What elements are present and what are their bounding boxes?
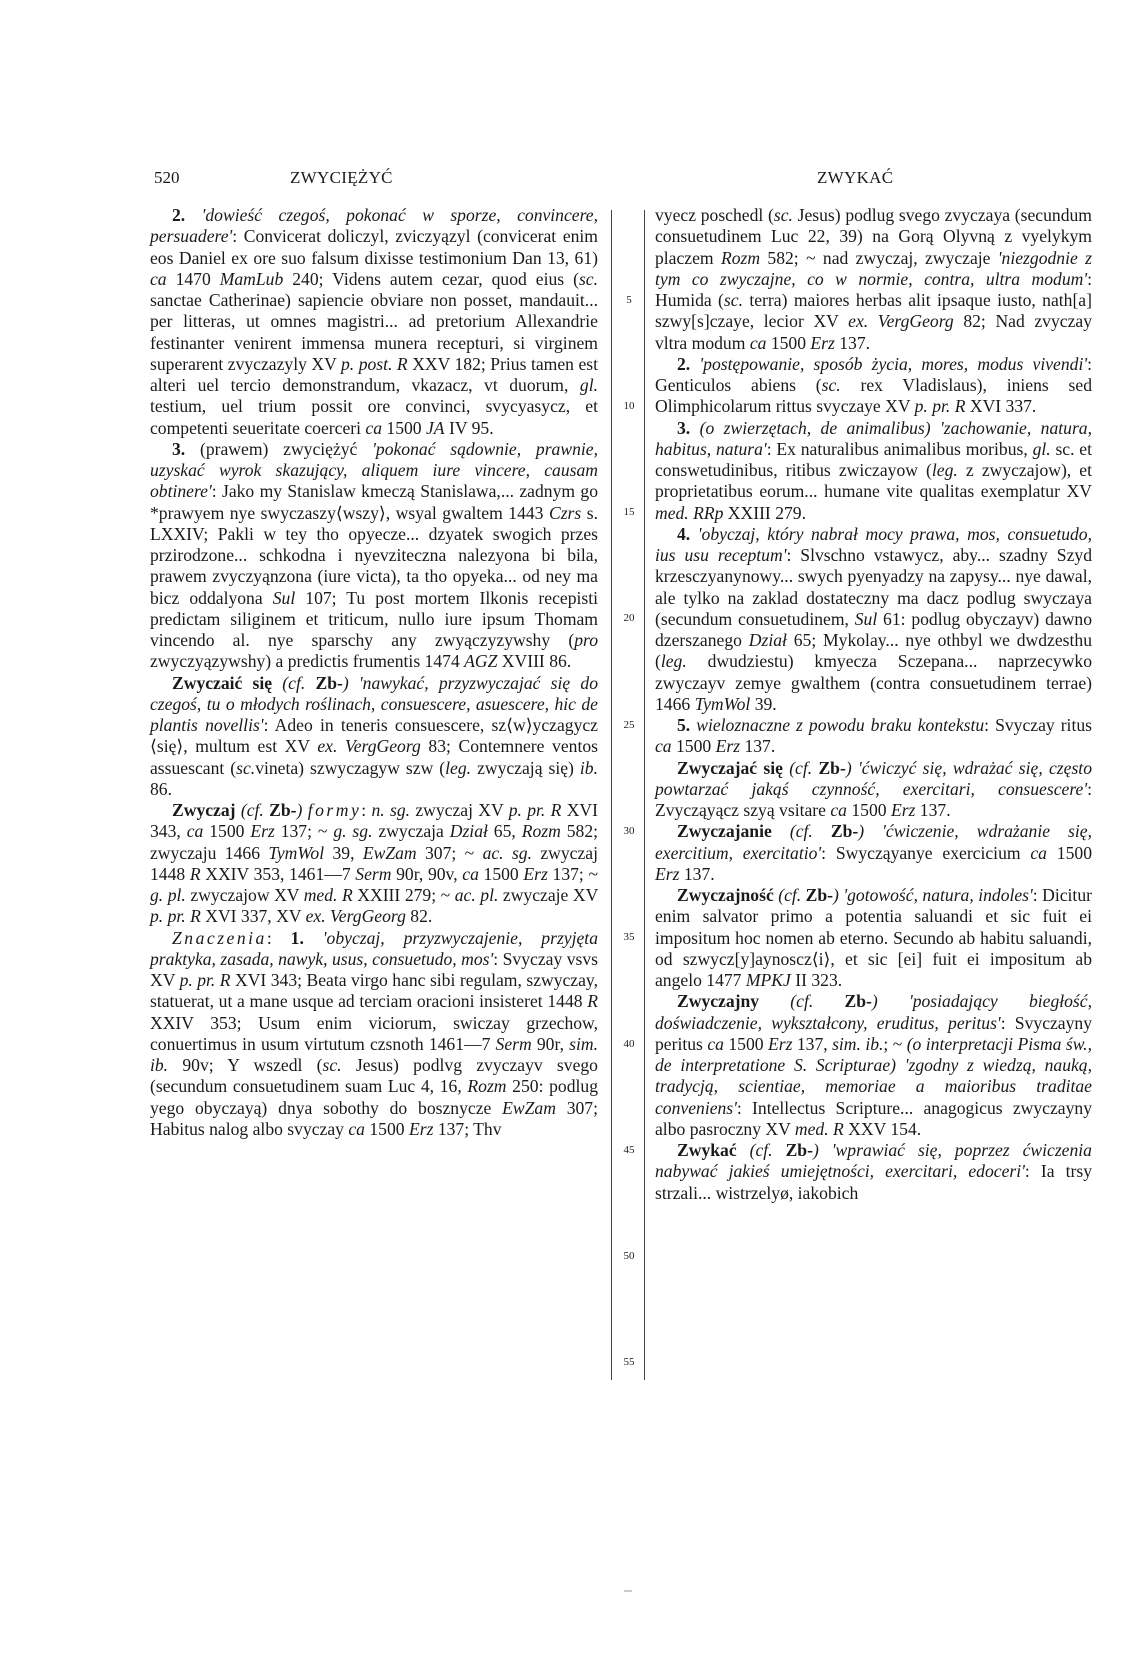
definition: 'ćwiczyć się, wdrażać się, często powtarzać jakąś czynność, exercitari, consuescere'	[655, 757, 1092, 799]
page-number: 520	[154, 168, 180, 187]
sense-4-paragraph: 4. 'obyczaj, który nabrał mocy prawa, mos, consuetudo, ius usu receptum': Slvschno vstawycz, aby... szadny Szyd krzesczyanynowy... swych pyenyadzy na zapysy... nye dawal, ale tylko na zaklad dostateczny ma dacz podlug swyczaya (secundum consuetudinem, Sul 61: podlug obyczayv) dawno dzerszanego Dział 65; Mykolay... nye othbyl we dwdzesthu (leg. dwudziestu) kmyecza Sczepana... naprzecywko zwyczayv zemye gwalthem (contra consuetudinem terrae) 1466 TymWol 39.	[655, 523, 1092, 714]
entry-zwyczajac-sie: Zwyczajać się (cf. Zb-) 'ćwiczyć się, wdrażać się, często powtarzać jakąś czynność, exercitari, consuescere': Zvycząyącz szyą vsitare ca 1500 Erz 137.	[655, 757, 1092, 820]
line-number: 35	[623, 931, 635, 943]
definition: 'dowieść czegoś, pokonać w sporze, convincere, persuadere'	[150, 205, 598, 247]
definition: wieloznaczne z powodu braku kontekstu	[690, 715, 985, 735]
right-column	[655, 205, 1092, 1204]
line-number: 55	[623, 1356, 635, 1368]
continued-paragraph: vyecz poschedl (sc. Jesus) podlug svego zvyczaya (secundum consuetudinem Luc 22, 39) na Gorą Olyvną z vyelykym placzem Rozm 582; ~ nad zwyczaj, zwyczaje 'niezgodnie z tym co zwyczajne, co w normie, contra, ultra modum': Humida (sc. terra) maiores herbas alit ipsaque iusto, nath[a] szwy[s]czaye, lecior XV ex. VergGeorg 82; Nad zvyczay vltra modum ca 1500 Erz 137.	[655, 205, 1093, 353]
definition: 'pokonać sądownie, prawnie, uzyskać wyrok skazujący, aliquem iure vincere, causam obtinere'	[150, 438, 598, 502]
definition: 'wprawiać się, poprzez ćwiczenia nabywać jakieś umiejętności, exercitari, edoceri'	[655, 1140, 1092, 1182]
definition: 'zachowanie, natura, habitus, natura'	[655, 417, 1092, 459]
line-number: 25	[623, 719, 635, 731]
definition: 'obyczaj, przyzwyczajenie, przyjęta praktyka, zasada, nawyk, usus, consuetudo, mos'	[150, 927, 598, 969]
line-number: 5	[626, 294, 632, 306]
entry-zwyczaj: Zwyczaj (cf. Zb-) formy: n. sg. zwyczaj XV p. pr. R XVI 343, ca 1500 Erz 137; ~ g. sg. zwyczaja Dział 65, Rozm 582; zwyczaju 1466 TymWol 39, EwZam 307; ~ ac. sg. zwyczaj 1448 R XXIV 353, 1461—7 Serm 90r, 90v, ca 1500 Erz 137; ~ g. pl. zwyczajow XV med. R XXIII 279; ~ ac. pl. zwyczaje XV p. pr. R XVI 337, XV ex. VergGeorg 82.	[150, 800, 599, 927]
headword: Zwyczajność	[677, 885, 774, 905]
column-rule-right	[644, 210, 645, 1380]
column-rule-left	[611, 210, 612, 1380]
line-number: 10	[623, 400, 635, 412]
source-abbrev: MamLub	[219, 268, 284, 289]
section-label: Znaczenia	[172, 927, 267, 948]
definition: 'postępowanie, sposób życia, mores, modus vivendi'	[690, 353, 1088, 374]
entry-zwyczajanie: Zwyczajanie (cf. Zb-) 'ćwiczenie, wdrażanie się, exercitium, exercitatio': Swycząyanye exercicium ca 1500 Erz 137.	[655, 821, 1092, 884]
definition: 'gotowość, natura, indoles'	[843, 885, 1033, 905]
line-number: 40	[623, 1038, 635, 1050]
sense-3-paragraph: 3. (o zwierzętach, de animalibus) 'zachowanie, natura, habitus, natura': Ex naturalibus animalibus moribus, gl. sc. et conswetudinibus, ritibus zwiczayow (leg. z zwyczajow), et proprietatibus eorum... humane vite qualitas exemplatur XV med. RRp XXIII 279.	[655, 417, 1092, 523]
line-number: 20	[623, 612, 635, 624]
meanings-paragraph: Znaczenia: 1. 'obyczaj, przyzwyczajenie, przyjęta praktyka, zasada, nawyk, usus, consuetudo, mos': Svyczay vsvs XV p. pr. R XVI 343; Beata virgo hanc sibi regulam, szwyczay, statuerat, ut a mane usque ad terciam oracioni insisteret 1448 R XXIV 353; Usum enim viciorum, swiczay grzechow, conuertimus in usum virtutum czsnoth 1461—7 Serm 90r, sim. ib. 90v; Y wszedl (sc. Jesus) podlvg zvyczayv svego (secundum consuetudinem suam Luc 4, 16, Rozm 250: podlug yego obyczayą) dnya sobothy do bosznycze EwZam 307; Habitus nalog albo svyczay ca 1500 Erz 137; Thv	[150, 927, 599, 1139]
line-number: 50	[623, 1250, 635, 1262]
sense-2-paragraph: 2. 'dowieść czegoś, pokonać w sporze, convincere, persuadere': Convicerat doliczyl, zviczyązyl (convicerat enim eos Daniel ex ore suo falsum dixisse testimonium Dan 13, 61) ca 1470 MamLub 240; Videns autem cezar, quod eius (sc. sanctae Catherinae) sapiencie obviare non posset, mandauit... per litteras, ut omnes magistri... ad pretorium Allexandrie festinanter venirent immensa munera recepturi, si virginem superarent zvyczazyly XV p. post. R XXV 182; Prius tamen est alteri uel tercio demonstrandum, vkazacz, vt duorum, gl. testium, uel trium possit ore convinci, svycyasycz, et competenti seueritate coerceri ca 1500 JA IV 95.	[150, 205, 599, 438]
left-column	[150, 205, 598, 1140]
entry-zwykac: Zwykać (cf. Zb-) 'wprawiać się, poprzez ćwiczenia nabywać jakieś umiejętności, exercitari, edoceri': Ia trsy strzali... wistrzelyø, iakobich	[655, 1140, 1092, 1203]
headword: Zwyczajać się	[677, 757, 783, 778]
definition: 'nawykać, przyzwyczajać się do czegoś, tu o młodych roślinach, consuescere, asuescere, hic de plantis novellis'	[150, 672, 598, 735]
definition: 'zgodny z wiedzą, nauką, tradycją, scientiae, memoriae a maioribus traditae conveniens'	[655, 1055, 1092, 1118]
headword: Zwyczajanie	[677, 821, 772, 842]
running-head-left: ZWYCIĘŻYĆ	[290, 168, 393, 187]
line-number: 45	[623, 1144, 635, 1156]
definition: 'niezgodnie z tym co zwyczajne, co w normie, contra, ultra modum'	[655, 247, 1092, 289]
definition: 'posiadający biegłość, doświadczenie, wykształcony, eruditus, peritus'	[655, 991, 1092, 1033]
definition: 'obyczaj, który nabrał mocy prawa, mos, consuetudo, ius usu receptum'	[655, 523, 1092, 565]
headword: Zwykać	[677, 1140, 737, 1160]
entry-zwyczajny: Zwyczajny (cf. Zb-) 'posiadający biegłość, doświadczenie, wykształcony, eruditus, peritus': Svyczayny peritus ca 1500 Erz 137, sim. ib.; ~ (o interpretacji Pisma św., de interpretatione S. Scripturae) 'zgodny z wiedzą, nauką, tradycją, scientiae, memoriae a maioribus traditae conveniens': Intellectus Scripture... anagogicus zwyczayny albo pasroczny XV med. R XXV 154.	[655, 991, 1093, 1139]
running-head-right: ZWYKAĆ	[817, 168, 894, 187]
sense-5-paragraph: 5. wieloznaczne z powodu braku kontekstu: Svyczay ritus ca 1500 Erz 137.	[655, 715, 1092, 757]
headword: Zwyczajny	[677, 991, 760, 1012]
line-number: 30	[623, 825, 635, 837]
headword: Zwyczaić się	[172, 672, 273, 693]
sense-2-paragraph: 2. 'postępowanie, sposób życia, mores, modus vivendi': Genticulos abiens (sc. rex Vladislaus), iniens sed Olimphicolarum rittus svyczaye XV p. pr. R XVI 337.	[655, 353, 1092, 417]
entry-zwyczajnosc: Zwyczajność (cf. Zb-) 'gotowość, natura, indoles': Dicitur enim salvator primo a potentia saluandi et sic fuit ei impositum hoc nomen ab eterno. Secundo ab habitu saluandi, od szwycz[y]aynoscz⟨i⟩, et sic [ei] fuit ei impositum ab angelo 1477 MPKJ II 323.	[655, 885, 1092, 990]
headword: Zwyczaj	[172, 800, 236, 820]
sense-3-paragraph: 3. (prawem) zwyciężyć 'pokonać sądownie, prawnie, uzyskać wyrok skazujący, aliquem iure vincere, causam obtinere': Jako my Stanislaw kmeczą Stanislawa,... zadnym go *prawyem nye swyczaszy⟨wszy⟩, wsyal gwaltem 1443 Czrs s. LXXIV; Pakli w tey tho opyecze... dzyatek swogich przes przirodzone... schkodna i nyevziteczna nalezyona bi bila, prawem zvyczyąnzona (iure victa), ta tho opyeka... od ney ma bicz oddalyona Sul 107; Tu post mortem Ilkonis recepisti predictam siliginem et triticum, nullo iure ipsum Thomam vincendo al. nye sparschy any zwyączyzywshy (pro zwyczyązywshy) a predictis frumentis 1474 AGZ XVIII 86.	[150, 438, 599, 672]
definition: 'ćwiczenie, wdrażanie się, exercitium, exercitatio'	[655, 821, 1092, 863]
entry-zwyczaic-sie: Zwyczaić się (cf. Zb-) 'nawykać, przyzwyczajać się do czegoś, tu o młodych roślinach, consuescere, asuescere, hic de plantis novellis': Adeo in teneris consuescere, sz⟨w⟩yczagycz ⟨się⟩, multum est XV ex. VergGeorg 83; Contemnere ventos assuescant (sc.vineta) szwyczagyw szw (leg. zwyczają się) ib. 86.	[150, 672, 598, 799]
scan-artifact	[624, 1590, 632, 1592]
line-number: 15	[623, 506, 635, 518]
